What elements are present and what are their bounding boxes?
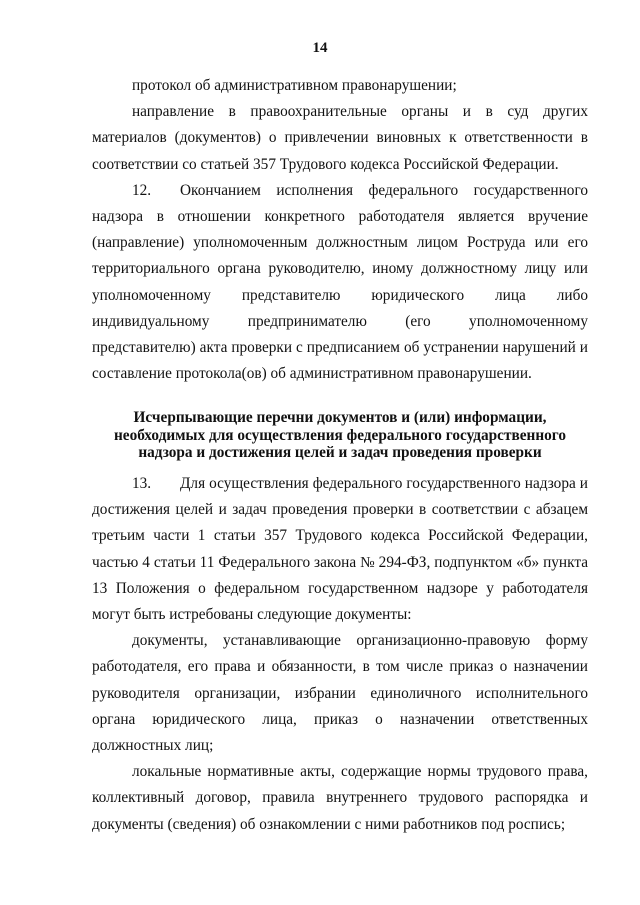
- item-13: [92, 471, 588, 628]
- page-number: 14: [312, 40, 328, 56]
- item-13-text: Для осуществления федерального государственного надзора и достижения целей и задач проведения проверки в соответствии с абзацем третьим части 1 статьи 357 Трудового кодекса Российской Федерации, частью 4 статьи 11 Федерального закона № 294-ФЗ, подпунктом «б» пункта 13 Положения о федеральном государственном надзоре у работодателя могут быть истребованы следующие документы:: [92, 474, 588, 623]
- paragraph-referral: направление в правоохранительные органы и в суд других материалов (документов) о привлечении виновных к ответственности в соответствии со статьей 357 Трудового кодекса Российской Федерации.: [92, 103, 588, 173]
- section-heading-line-2: необходимых для осуществления федерального государственного: [113, 426, 567, 444]
- item-12-number: 12.: [132, 181, 152, 199]
- section-heading-line-3: надзора и достижения целей и задач проведения проверки: [138, 444, 542, 462]
- section-heading-line-1: Исчерпывающие перечни документов и (или) информации,: [133, 409, 547, 427]
- document-body: [92, 73, 588, 838]
- paragraph-org-documents: документы, устанавливающие организационно-правовую форму работодателя, его права и обязанности, в том числе приказ о назначении руководителя организации, избрании единоличного исполнительного органа юридического лица, приказ о назначении ответственных должностных лиц;: [92, 632, 588, 754]
- section-heading: [92, 409, 588, 462]
- paragraph-protocol: протокол об административном правонарушении;: [132, 77, 457, 94]
- item-12: [92, 178, 588, 388]
- item-12-text: Окончанием исполнения федерального государственного надзора в отношении конкретного работодателя является вручение (направление) уполномоченным должностным лицом Роструда или его территориального органа руководителю, иному должностному лицу или уполномоченному представителю юридического лица либо индивидуальному предпринимателю (его уполномоченному представителю) акта проверки с предписанием об устранении нарушений и составление протокола(ов) об административном правонарушении.: [92, 181, 588, 383]
- paragraph-local-acts: локальные нормативные акты, содержащие нормы трудового права, коллективный договор, правила внутреннего трудового распорядка и документы (сведения) об ознакомлении с ними работников под роспись;: [92, 763, 588, 833]
- item-13-number: 13.: [132, 474, 152, 492]
